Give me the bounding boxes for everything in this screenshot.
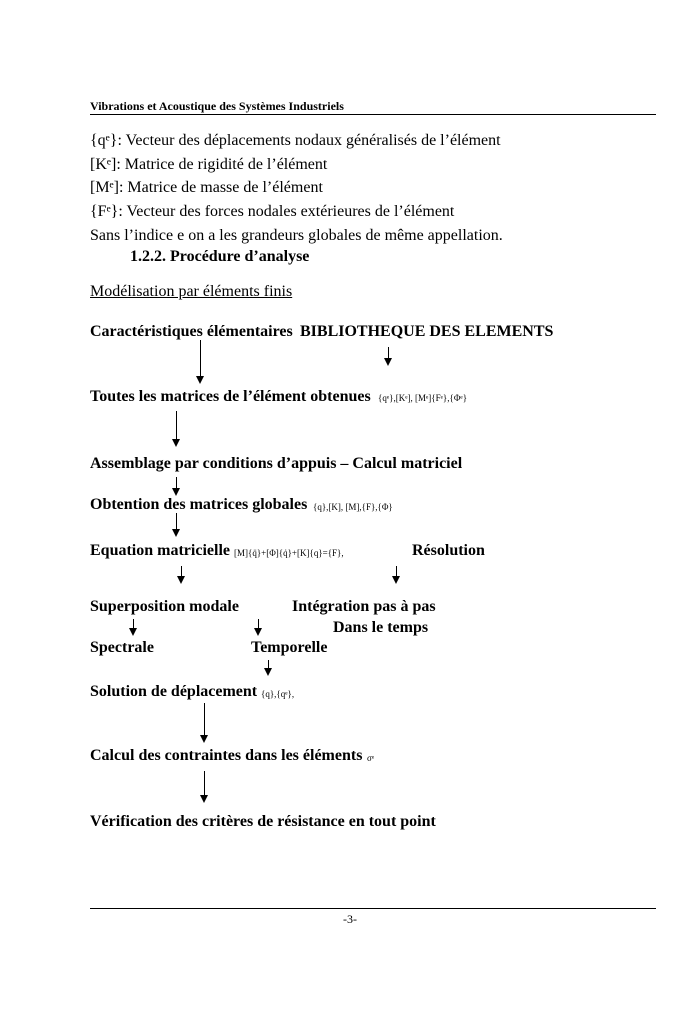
definition-f-text: : Vecteur des forces nodales extérieures de l’élément [118, 203, 455, 220]
definition-q-text: : Vecteur des déplacements nodaux généralisés de l’élément [117, 132, 501, 149]
flow-temporelle: Temporelle [251, 639, 328, 656]
arrow-temporelle-down [268, 660, 269, 674]
arrow-integration-down [258, 619, 259, 634]
flow-assemblage: Assemblage par conditions d’appuis – Calcul matriciel [90, 455, 463, 472]
arrow-toutes-down [176, 411, 177, 445]
document-header: Vibrations et Acoustique des Systèmes Industriels [90, 99, 344, 113]
flow-obtention-math: {q},[K], [M],{F},{Φ} [313, 502, 393, 512]
flow-calcul-math: σᵉ [367, 753, 375, 763]
definition-m [90, 179, 323, 197]
section-title: 1.2.2. Procédure d’analyse [130, 248, 310, 265]
flow-verification: Vérification des critères de résistance en tout point [90, 813, 436, 830]
flow-toutes-matrices: Toutes les matrices de l’élément obtenues [90, 388, 371, 405]
definition-k [90, 156, 327, 174]
arrow-equation-right [396, 566, 397, 582]
flow-equation-math: [M]{q̈}+[Φ]{q̇}+[K]{q}={F}, [234, 548, 344, 558]
arrow-assemblage-down [176, 477, 177, 494]
arrow-superposition-down [133, 619, 134, 634]
flow-toutes-matrices-math: {qᵉ},[Kᵉ], [Mᵉ]{Fᵉ},{Φᵉ} [378, 393, 468, 403]
flow-calcul: Calcul des contraintes dans les éléments [90, 747, 363, 764]
arrow-solution-down [204, 703, 205, 741]
definition-f [90, 203, 454, 221]
flow-superposition: Superposition modale [90, 598, 239, 615]
arrow-calcul-down [204, 771, 205, 801]
arrow-equation-left [181, 566, 182, 582]
flow-resolution: Résolution [412, 542, 485, 559]
flow-dans-le-temps: Dans le temps [333, 619, 429, 636]
definition-k-text: : Matrice de rigidité de l’élément [116, 156, 328, 173]
header-rule [90, 114, 656, 115]
flow-bibliotheque: BIBLIOTHEQUE DES ELEMENTS [300, 323, 554, 340]
flow-solution: Solution de déplacement [90, 683, 258, 700]
footer-rule [90, 908, 656, 909]
definition-m-text: : Matrice de masse de l’élément [118, 179, 323, 196]
arrow-carac-down [200, 340, 201, 382]
flow-integration: Intégration pas à pas [292, 598, 436, 615]
flow-caracteristiques: Caractéristiques élémentaires [90, 323, 293, 340]
page-number: -3- [343, 912, 357, 926]
symbol-q: {qᵉ} [90, 132, 118, 149]
symbol-k: [Kᵉ] [90, 156, 117, 173]
definition-q [90, 132, 501, 150]
flow-obtention: Obtention des matrices globales [90, 496, 308, 513]
subtitle: Modélisation par éléments finis [90, 283, 293, 300]
symbol-m: [Mᵉ] [90, 179, 119, 196]
symbol-f: {Fᵉ} [90, 203, 119, 220]
global-note: Sans l’indice e on a les grandeurs globales de même appellation. [90, 227, 503, 244]
flow-equation: Equation matricielle [90, 542, 230, 559]
arrow-obtention-down [176, 513, 177, 535]
arrow-biblio-down [388, 347, 389, 364]
flow-solution-math: {q},{qᵉ}, [261, 689, 295, 699]
flow-spectrale: Spectrale [90, 639, 154, 656]
